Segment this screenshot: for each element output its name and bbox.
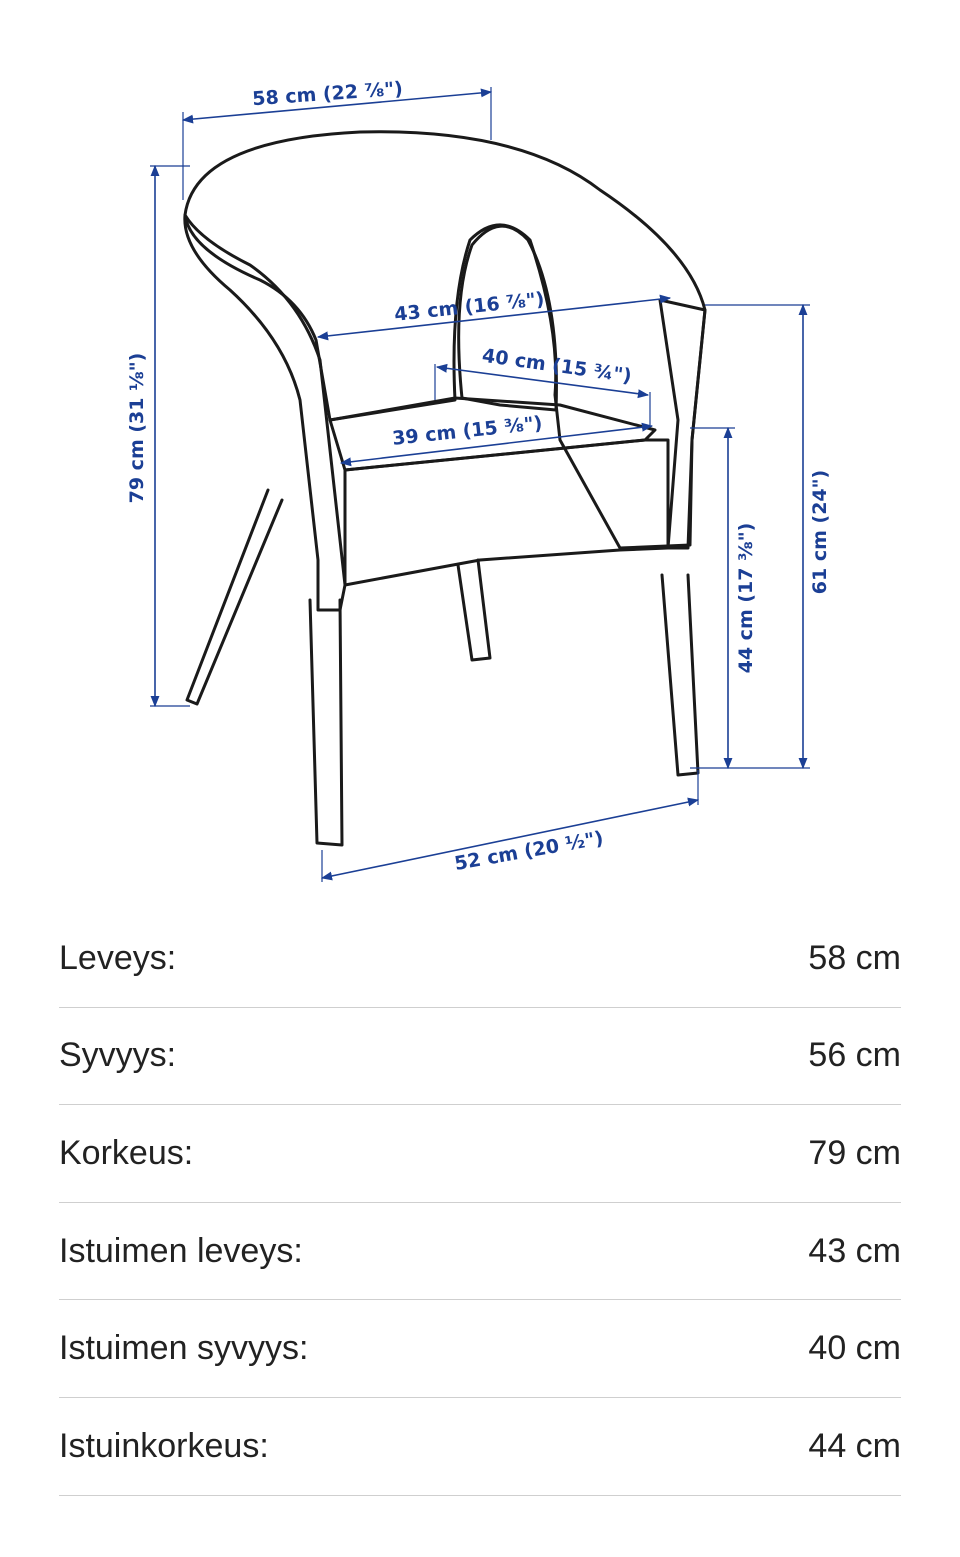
spec-value: 56 cm (808, 1036, 901, 1075)
spec-row-height (59, 1105, 901, 1203)
spec-label: Syvyys: (59, 1036, 177, 1075)
spec-value: 43 cm (808, 1231, 901, 1270)
dim-label-depth: 52 cm (20 ½") (452, 827, 606, 876)
spec-value: 79 cm (808, 1133, 901, 1172)
spec-label: Istuinkorkeus: (59, 1426, 269, 1465)
dim-label-seat-depth: 40 cm (15 ¾") (480, 344, 633, 388)
dim-label-height: 79 cm (31 ⅛") (126, 352, 148, 504)
dim-label-width: 58 cm (22 ⅞") (251, 77, 404, 111)
spec-row-width (59, 910, 901, 1008)
spec-row-seat-depth (59, 1300, 901, 1398)
spec-label: Leveys: (59, 938, 177, 977)
spec-row-depth (59, 1008, 901, 1106)
spec-label: Korkeus: (59, 1133, 194, 1172)
spec-row-seat-width (59, 1203, 901, 1301)
spec-value: 44 cm (808, 1426, 901, 1465)
spec-row-seat-height (59, 1398, 901, 1496)
chair-illustration (185, 132, 705, 845)
spec-label: Istuimen leveys: (59, 1231, 303, 1270)
spec-value: 40 cm (808, 1329, 901, 1368)
spec-value: 58 cm (808, 938, 901, 977)
dim-line-depth (322, 800, 698, 878)
spec-label: Istuimen syvyys: (59, 1329, 309, 1368)
dim-label-seat-height: 44 cm (17 ⅜") (735, 522, 757, 674)
dim-label-seat-inner-width: 39 cm (15 ⅜") (391, 412, 544, 450)
dim-label-seat-width: 43 cm (16 ⅞") (393, 288, 546, 326)
dimension-spec-table (59, 910, 901, 1496)
dim-label-arm-height: 61 cm (24") (809, 469, 831, 595)
